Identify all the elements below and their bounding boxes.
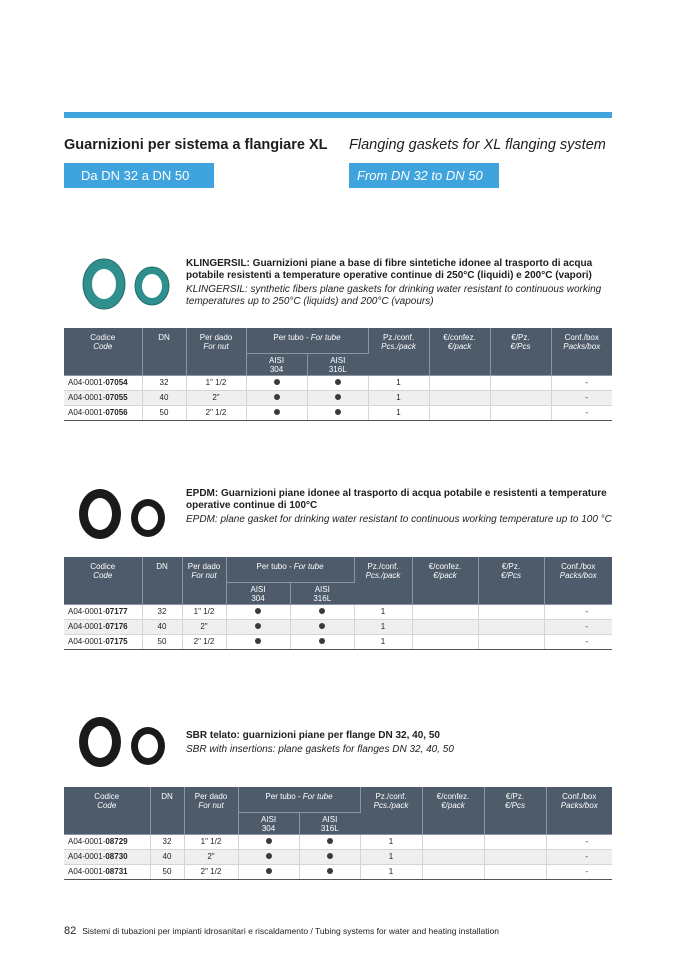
cell-eur-pcs bbox=[484, 849, 546, 864]
product-section-epdm bbox=[64, 482, 612, 652]
cell-aisi-304 bbox=[226, 634, 290, 649]
col-dn: DN bbox=[142, 557, 182, 604]
range-badge-it: Da DN 32 a DN 50 bbox=[64, 163, 214, 188]
available-dot-icon bbox=[335, 409, 341, 415]
cell-eur-pack bbox=[422, 864, 484, 879]
available-dot-icon bbox=[327, 868, 333, 874]
table-row bbox=[64, 405, 612, 420]
product-description bbox=[186, 730, 612, 756]
cell-eur-pcs bbox=[478, 634, 544, 649]
available-dot-icon bbox=[255, 638, 261, 644]
col-packs-box: Conf./box Packs/box bbox=[544, 557, 612, 604]
cell-eur-pack bbox=[412, 604, 478, 619]
cell-code: A04-0001-08730 bbox=[64, 849, 150, 864]
cell-pcs: 1 bbox=[354, 604, 412, 619]
product-description bbox=[186, 488, 612, 526]
cell-pcs: 1 bbox=[354, 619, 412, 634]
available-dot-icon bbox=[319, 608, 325, 614]
cell-code: A04-0001-08731 bbox=[64, 864, 150, 879]
table-row bbox=[64, 834, 612, 849]
cell-code: A04-0001-07056 bbox=[64, 405, 142, 420]
description-it: SBR telato: guarnizioni piane per flange DN 32, 40, 50 bbox=[186, 730, 440, 741]
table-row bbox=[64, 864, 612, 879]
cell-nut: 1" 1/2 bbox=[182, 604, 226, 619]
col-nut: Per dado For nut bbox=[186, 328, 246, 375]
cell-eur-pack bbox=[429, 390, 490, 405]
page-number: 82 bbox=[64, 925, 77, 937]
cell-pcs: 1 bbox=[360, 849, 422, 864]
col-eur-pcs: €/Pz. €/Pcs bbox=[478, 557, 544, 604]
available-dot-icon bbox=[266, 853, 272, 859]
cell-box: - bbox=[551, 375, 612, 390]
product-section-klingersil bbox=[64, 252, 612, 422]
cell-pcs: 1 bbox=[368, 405, 429, 420]
col-dn: DN bbox=[150, 787, 184, 834]
col-pcs-pack: Pz./conf. Pcs./pack bbox=[360, 787, 422, 834]
cell-aisi-304 bbox=[238, 834, 299, 849]
col-code: Codice Code bbox=[64, 557, 142, 604]
cell-nut: 2" bbox=[184, 849, 238, 864]
cell-eur-pcs bbox=[478, 604, 544, 619]
col-eur-pcs: €/Pz. €/Pcs bbox=[490, 328, 551, 375]
page-title-it: Guarnizioni per sistema a flangiare XL bbox=[64, 137, 328, 153]
cell-eur-pcs bbox=[490, 390, 551, 405]
cell-box: - bbox=[551, 390, 612, 405]
col-aisi-304: AISI 304 bbox=[226, 582, 290, 604]
available-dot-icon bbox=[274, 394, 280, 400]
cell-dn: 40 bbox=[150, 849, 184, 864]
cell-nut: 2" bbox=[182, 619, 226, 634]
cell-pcs: 1 bbox=[360, 834, 422, 849]
cell-box: - bbox=[546, 834, 612, 849]
cell-nut: 1" 1/2 bbox=[186, 375, 246, 390]
available-dot-icon bbox=[327, 853, 333, 859]
available-dot-icon bbox=[255, 623, 261, 629]
cell-eur-pcs bbox=[484, 834, 546, 849]
col-aisi-316l: AISI 316L bbox=[307, 353, 368, 375]
cell-dn: 50 bbox=[142, 405, 186, 420]
cell-pcs: 1 bbox=[354, 634, 412, 649]
footer-text: Sistemi di tubazioni per impianti idrosanitari e riscaldamento / Tubing systems for water and heating installation bbox=[82, 926, 499, 936]
cell-box: - bbox=[546, 864, 612, 879]
cell-aisi-316l bbox=[299, 849, 360, 864]
cell-code: A04-0001-07055 bbox=[64, 390, 142, 405]
col-aisi-304: AISI 304 bbox=[246, 353, 307, 375]
description-it: KLINGERSIL: Guarnizioni piane a base di fibre sintetiche idonee al trasporto di acqua potabile resistenti a temperature operative continue di 250°C (liquidi) e 200°C (vapori) bbox=[186, 258, 593, 281]
cell-code: A04-0001-08729 bbox=[64, 834, 150, 849]
available-dot-icon bbox=[266, 868, 272, 874]
available-dot-icon bbox=[274, 379, 280, 385]
cell-nut: 2" bbox=[186, 390, 246, 405]
page-title-en: Flanging gaskets for XL flanging system bbox=[349, 137, 606, 153]
cell-eur-pcs bbox=[490, 405, 551, 420]
cell-nut: 2" 1/2 bbox=[186, 405, 246, 420]
cell-eur-pack bbox=[412, 634, 478, 649]
table-row bbox=[64, 390, 612, 405]
table-row bbox=[64, 375, 612, 390]
col-nut: Per dado For nut bbox=[182, 557, 226, 604]
cell-eur-pcs bbox=[490, 375, 551, 390]
available-dot-icon bbox=[319, 638, 325, 644]
col-eur-pcs: €/Pz. €/Pcs bbox=[484, 787, 546, 834]
table-row bbox=[64, 604, 612, 619]
description-en: SBR with insertions: plane gaskets for flanges DN 32, 40, 50 bbox=[186, 744, 454, 755]
cell-aisi-304 bbox=[246, 375, 307, 390]
table-row bbox=[64, 619, 612, 634]
available-dot-icon bbox=[266, 838, 272, 844]
cell-aisi-304 bbox=[246, 390, 307, 405]
cell-code: A04-0001-07177 bbox=[64, 604, 142, 619]
available-dot-icon bbox=[335, 394, 341, 400]
cell-box: - bbox=[544, 604, 612, 619]
product-table bbox=[64, 787, 612, 880]
product-description bbox=[186, 258, 612, 308]
cell-box: - bbox=[544, 619, 612, 634]
cell-aisi-316l bbox=[290, 634, 354, 649]
description-en: EPDM: plane gasket for drinking water resistant to continuous working temperature up to 100 °C bbox=[186, 514, 612, 525]
cell-aisi-316l bbox=[307, 390, 368, 405]
col-tube: Per tubo - For tube bbox=[226, 557, 354, 582]
klingersil-gasket-icon bbox=[80, 254, 188, 314]
available-dot-icon bbox=[255, 608, 261, 614]
col-pcs-pack: Pz./conf. Pcs./pack bbox=[368, 328, 429, 375]
cell-code: A04-0001-07175 bbox=[64, 634, 142, 649]
cell-aisi-316l bbox=[299, 864, 360, 879]
cell-dn: 50 bbox=[150, 864, 184, 879]
col-aisi-316l: AISI 316L bbox=[290, 582, 354, 604]
cell-eur-pcs bbox=[478, 619, 544, 634]
cell-aisi-316l bbox=[307, 405, 368, 420]
top-accent-rule bbox=[64, 112, 612, 118]
epdm-gasket-icon bbox=[76, 484, 184, 544]
cell-eur-pack bbox=[422, 849, 484, 864]
description-it: EPDM: Guarnizioni piane idonee al trasporto di acqua potabile e resistenti a temperature operative continue di 100°C bbox=[186, 488, 607, 511]
cell-dn: 40 bbox=[142, 390, 186, 405]
col-nut: Per dado For nut bbox=[184, 787, 238, 834]
col-eur-pack: €/confez. €/pack bbox=[429, 328, 490, 375]
col-pcs-pack: Pz./conf. Pcs./pack bbox=[354, 557, 412, 604]
cell-aisi-316l bbox=[290, 604, 354, 619]
cell-box: - bbox=[544, 634, 612, 649]
col-aisi-316l: AISI 316L bbox=[299, 812, 360, 834]
col-aisi-304: AISI 304 bbox=[238, 812, 299, 834]
cell-box: - bbox=[546, 849, 612, 864]
cell-nut: 2" 1/2 bbox=[184, 864, 238, 879]
col-code: Codice Code bbox=[64, 328, 142, 375]
col-tube: Per tubo - For tube bbox=[246, 328, 368, 353]
cell-eur-pack bbox=[429, 375, 490, 390]
cell-aisi-304 bbox=[238, 864, 299, 879]
cell-eur-pack bbox=[429, 405, 490, 420]
page-footer bbox=[64, 925, 499, 937]
cell-box: - bbox=[551, 405, 612, 420]
cell-code: A04-0001-07176 bbox=[64, 619, 142, 634]
available-dot-icon bbox=[335, 379, 341, 385]
cell-aisi-316l bbox=[307, 375, 368, 390]
cell-aisi-304 bbox=[226, 619, 290, 634]
col-packs-box: Conf./box Packs/box bbox=[546, 787, 612, 834]
cell-eur-pcs bbox=[484, 864, 546, 879]
cell-dn: 32 bbox=[142, 604, 182, 619]
cell-nut: 1" 1/2 bbox=[184, 834, 238, 849]
col-packs-box: Conf./box Packs/box bbox=[551, 328, 612, 375]
cell-eur-pack bbox=[412, 619, 478, 634]
available-dot-icon bbox=[274, 409, 280, 415]
col-dn: DN bbox=[142, 328, 186, 375]
cell-dn: 40 bbox=[142, 619, 182, 634]
available-dot-icon bbox=[319, 623, 325, 629]
col-eur-pack: €/confez. €/pack bbox=[412, 557, 478, 604]
range-badge-en: From DN 32 to DN 50 bbox=[349, 163, 499, 188]
cell-pcs: 1 bbox=[368, 390, 429, 405]
cell-nut: 2" 1/2 bbox=[182, 634, 226, 649]
cell-aisi-316l bbox=[299, 834, 360, 849]
table-row bbox=[64, 849, 612, 864]
col-tube: Per tubo - For tube bbox=[238, 787, 360, 812]
cell-aisi-304 bbox=[226, 604, 290, 619]
product-table bbox=[64, 328, 612, 421]
product-table bbox=[64, 557, 612, 650]
cell-dn: 50 bbox=[142, 634, 182, 649]
cell-pcs: 1 bbox=[360, 864, 422, 879]
sbr-gasket-icon bbox=[76, 714, 184, 774]
col-eur-pack: €/confez. €/pack bbox=[422, 787, 484, 834]
col-code: Codice Code bbox=[64, 787, 150, 834]
cell-aisi-304 bbox=[238, 849, 299, 864]
cell-pcs: 1 bbox=[368, 375, 429, 390]
cell-code: A04-0001-07054 bbox=[64, 375, 142, 390]
product-section-sbr bbox=[64, 712, 612, 882]
cell-dn: 32 bbox=[150, 834, 184, 849]
description-en: KLINGERSIL: synthetic fibers plane gaskets for drinking water resistant to continuous working temperatures up to 250°C (liquids) and 200°C (vapours) bbox=[186, 284, 602, 307]
cell-aisi-304 bbox=[246, 405, 307, 420]
cell-dn: 32 bbox=[142, 375, 186, 390]
available-dot-icon bbox=[327, 838, 333, 844]
cell-eur-pack bbox=[422, 834, 484, 849]
table-row bbox=[64, 634, 612, 649]
cell-aisi-316l bbox=[290, 619, 354, 634]
